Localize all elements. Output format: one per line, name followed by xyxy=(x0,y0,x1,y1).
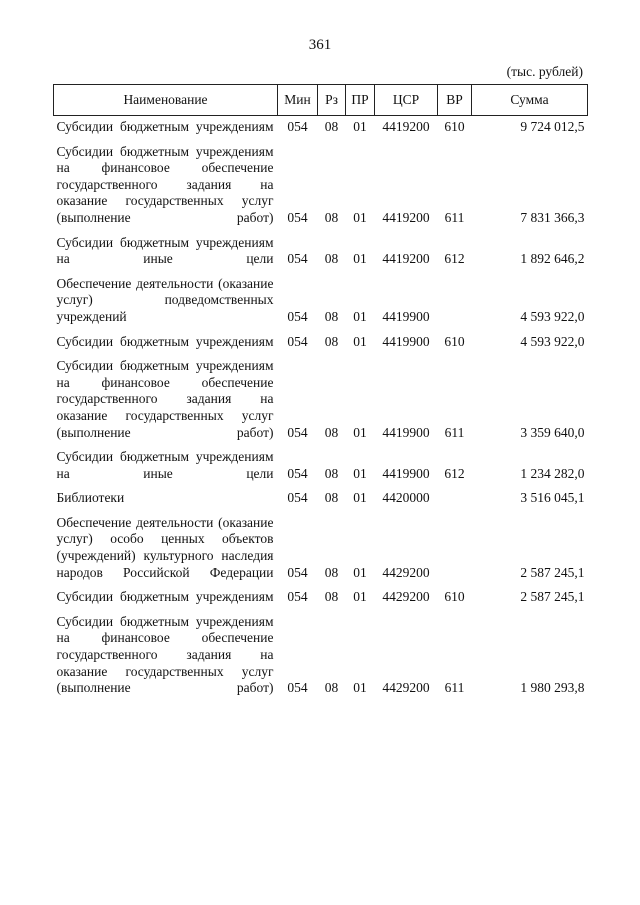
row-name: Субсидии бюджетным учреждениям на иные цели xyxy=(56,234,274,267)
row-name: Субсидии бюджетным учреждениям на финансовое обеспечение государственного задания на оказание государственных услуг (выполнение работ) xyxy=(56,613,274,696)
header-name: Наименование xyxy=(54,85,278,116)
row-name: Субсидии бюджетным учреждениям на финансовое обеспечение государственного задания на оказание государственных услуг (выполнение работ) xyxy=(56,143,274,225)
row-csr: 4429200 xyxy=(382,564,430,580)
row-name: Субсидии бюджетным учреждениям на финансовое обеспечение государственного задания на оказание государственных услуг (выполнение работ) xyxy=(56,358,274,440)
row-pr: 01 xyxy=(353,333,367,349)
row-pr: 01 xyxy=(353,564,367,580)
row-csr: 4419900 xyxy=(382,333,430,349)
row-csr: 4419900 xyxy=(382,424,430,440)
row-pr: 01 xyxy=(353,251,367,267)
table-row xyxy=(54,235,588,276)
row-rz: 08 xyxy=(324,589,339,605)
row-sum: 1 980 293,8 xyxy=(520,680,585,696)
row-pr: 01 xyxy=(353,589,367,605)
table-row xyxy=(54,358,588,449)
row-rz: 08 xyxy=(324,564,339,580)
row-min: 054 xyxy=(287,490,308,506)
row-sum: 3 516 045,1 xyxy=(520,490,585,506)
row-rz: 08 xyxy=(324,308,339,324)
row-name: Субсидии бюджетным учреждениям xyxy=(56,333,274,349)
row-vr xyxy=(438,515,472,589)
row-name: Обеспечение деятельности (оказание услуг) подведомственных учреждений xyxy=(56,275,274,324)
row-vr xyxy=(438,276,472,334)
row-min: 054 xyxy=(287,209,308,225)
row-rz: 08 xyxy=(324,490,339,506)
row-rz: 08 xyxy=(324,251,339,267)
page-number: 361 xyxy=(308,37,332,53)
row-sum: 1 234 282,0 xyxy=(520,465,585,481)
row-vr: 610 xyxy=(444,119,465,134)
table-row xyxy=(54,116,588,144)
row-sum: 7 831 366,3 xyxy=(520,209,585,225)
row-sum: 2 587 245,1 xyxy=(520,564,585,580)
row-sum: 4 593 922,0 xyxy=(520,333,585,349)
row-pr: 01 xyxy=(353,119,367,134)
row-vr: 610 xyxy=(444,589,465,605)
row-name: Библиотеки xyxy=(56,490,125,506)
row-vr xyxy=(438,490,472,515)
header-csr: ЦСР xyxy=(375,85,438,116)
row-vr: 611 xyxy=(444,209,465,225)
row-pr: 01 xyxy=(353,680,367,696)
row-csr: 4420000 xyxy=(382,490,430,506)
row-sum: 2 587 245,1 xyxy=(520,589,585,605)
table-row xyxy=(54,614,588,705)
table-row xyxy=(54,589,588,614)
table-row xyxy=(54,449,588,490)
row-min: 054 xyxy=(287,251,308,267)
row-rz: 08 xyxy=(324,465,339,481)
row-csr: 4419900 xyxy=(382,308,430,324)
row-vr: 611 xyxy=(444,424,465,440)
row-vr: 612 xyxy=(444,465,465,481)
table-row xyxy=(54,515,588,589)
row-pr: 01 xyxy=(353,209,367,225)
row-min: 054 xyxy=(287,119,308,134)
row-min: 054 xyxy=(287,589,308,605)
row-csr: 4419200 xyxy=(382,251,430,267)
row-csr: 4419900 xyxy=(382,465,430,481)
row-sum: 1 892 646,2 xyxy=(520,251,585,267)
row-vr: 612 xyxy=(444,251,465,267)
row-pr: 01 xyxy=(353,490,367,506)
table-header-row xyxy=(54,85,588,116)
row-csr: 4419200 xyxy=(382,119,430,134)
table-row xyxy=(54,490,588,515)
row-rz: 08 xyxy=(324,333,339,349)
row-rz: 08 xyxy=(324,424,339,440)
row-pr: 01 xyxy=(353,424,367,440)
header-vr: ВР xyxy=(438,85,472,116)
row-min: 054 xyxy=(287,564,308,580)
row-sum: 9 724 012,5 xyxy=(520,119,585,134)
row-min: 054 xyxy=(287,333,308,349)
row-name: Субсидии бюджетным учреждениям на иные цели xyxy=(56,449,274,481)
row-name: Субсидии бюджетным учреждениям xyxy=(56,589,274,605)
row-sum: 4 593 922,0 xyxy=(520,308,585,324)
row-sum: 3 359 640,0 xyxy=(520,424,585,440)
header-sum: Сумма xyxy=(472,85,588,116)
header-min: Мин xyxy=(278,85,318,116)
row-name: Субсидии бюджетным учреждениям xyxy=(56,119,274,134)
row-rz: 08 xyxy=(324,119,339,134)
row-pr: 01 xyxy=(353,308,367,324)
table-row xyxy=(54,334,588,359)
row-name: Обеспечение деятельности (оказание услуг) особо ценных объектов (учреждений) культурного наследия народов Российской Федерации xyxy=(56,514,274,580)
row-rz: 08 xyxy=(324,680,339,696)
row-rz: 08 xyxy=(324,209,339,225)
table-row xyxy=(54,144,588,235)
row-min: 054 xyxy=(287,465,308,481)
header-pr: ПР xyxy=(346,85,375,116)
row-vr: 610 xyxy=(444,333,465,349)
row-min: 054 xyxy=(287,424,308,440)
row-vr: 611 xyxy=(444,680,465,696)
row-pr: 01 xyxy=(353,465,367,481)
row-min: 054 xyxy=(287,680,308,696)
row-csr: 4429200 xyxy=(382,589,430,605)
budget-table xyxy=(53,84,588,705)
units-label: (тыс. рублей) xyxy=(506,64,583,79)
row-min: 054 xyxy=(287,308,308,324)
row-csr: 4419200 xyxy=(382,209,430,225)
table-row xyxy=(54,276,588,334)
row-csr: 4429200 xyxy=(382,680,430,696)
header-rz: Рз xyxy=(318,85,346,116)
